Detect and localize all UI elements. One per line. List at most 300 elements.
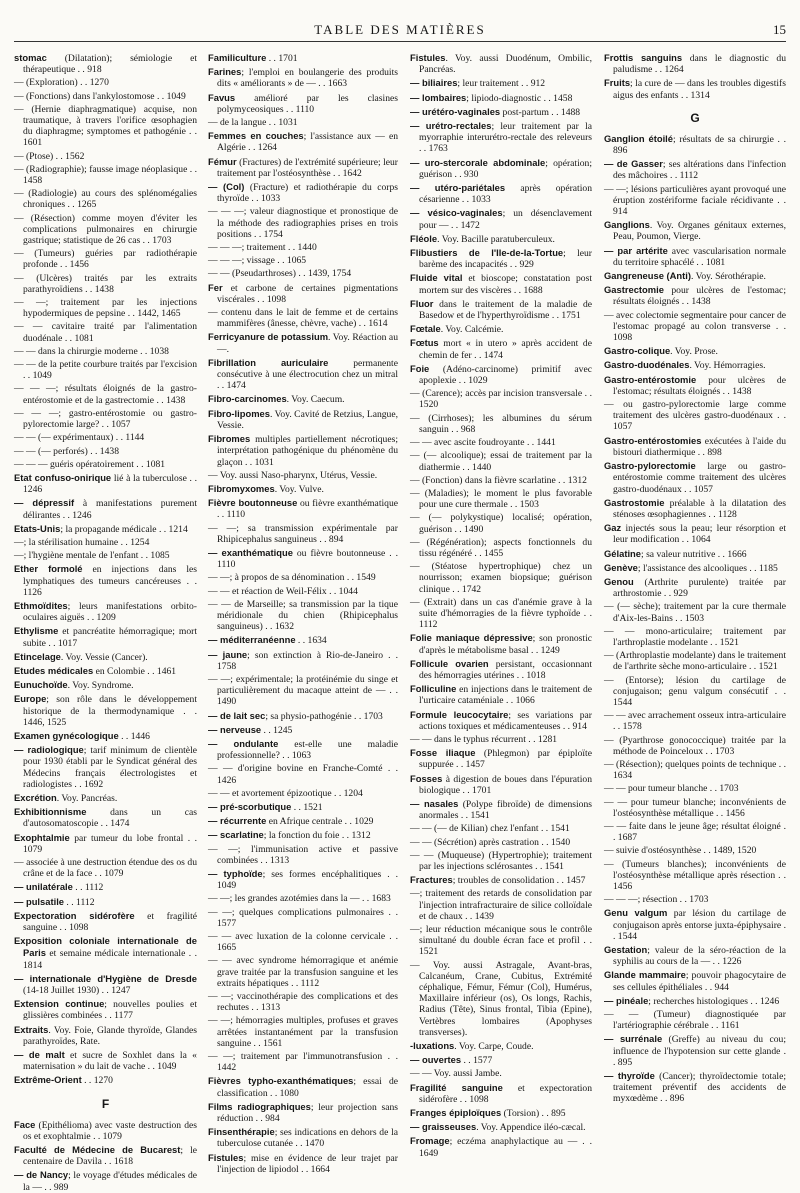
entry-text: — de la langue bbox=[208, 117, 267, 129]
leader-dots: . . bbox=[81, 1075, 94, 1087]
entry-page: 1081 bbox=[705, 256, 726, 268]
entry-page: 1313 bbox=[270, 854, 290, 866]
index-entry bbox=[410, 597, 592, 631]
index-entry bbox=[604, 907, 786, 942]
entry-text: (Greffe) au niveau du cou; influence de l'hypotension sur cette glande bbox=[613, 1034, 786, 1057]
entry-page: 1456 bbox=[69, 259, 89, 271]
index-entry bbox=[410, 1068, 592, 1079]
index-entry bbox=[410, 1082, 592, 1105]
leader-dots: . . bbox=[185, 948, 197, 960]
entry-heading: Faculté de Médecine de Bucarest bbox=[14, 1144, 181, 1156]
leader-dots: . . bbox=[458, 810, 471, 822]
index-entry bbox=[208, 483, 398, 495]
entry-text: — — —; résultats éloignés de la gastro-entérostomie et de la gastrectomie bbox=[14, 383, 197, 406]
index-entry bbox=[208, 130, 398, 153]
index-entry bbox=[208, 801, 398, 813]
entry-page: 895 bbox=[617, 1056, 633, 1068]
entry-text: — — dans le typhus récurrent bbox=[410, 733, 526, 745]
index-entry bbox=[14, 91, 197, 102]
leader-dots: . . bbox=[613, 1045, 787, 1068]
entry-heading: — internationale d'Hygiène de Dresde bbox=[14, 972, 197, 984]
entry-page: 1247 bbox=[111, 985, 131, 997]
entry-page: 1474 bbox=[226, 380, 246, 392]
entry-heading: — pulsatile bbox=[14, 895, 65, 907]
entry-page: 1632 bbox=[274, 621, 295, 633]
entry-text: — — et avortement épizootique bbox=[208, 787, 332, 799]
entry-heading: — nerveuse bbox=[208, 723, 262, 735]
entry-text: . Voy. Appendice iléo-cæcal. bbox=[476, 1122, 586, 1134]
entry-text: multiples partiellement nécrotiques; interprétation pathogénique du phénomène du glaçon bbox=[217, 434, 398, 468]
entry-text: — Voy. aussi Naso-pharynx, Utérus, Vessie. bbox=[208, 469, 378, 481]
entry-page: 1438 bbox=[691, 296, 711, 308]
entry-page: 1246 bbox=[72, 509, 92, 521]
entry-text: ; essai de classification bbox=[217, 1076, 398, 1099]
index-entry bbox=[14, 625, 197, 648]
leader-dots: . . bbox=[448, 219, 461, 231]
leader-dots: . . bbox=[251, 1037, 264, 1049]
entry-page: 1438 bbox=[94, 283, 114, 295]
entry-heading: Gestation bbox=[604, 944, 648, 956]
index-entry bbox=[14, 563, 197, 598]
index-entry bbox=[410, 182, 592, 205]
leader-dots: . . bbox=[99, 985, 112, 997]
entry-text: — —; les grandes azotémies dans la — bbox=[208, 893, 360, 905]
entry-page: 1098 bbox=[69, 922, 89, 934]
index-entry bbox=[410, 823, 592, 834]
entry-text: — (Ulcères) traités par les extraits parathyroïdiens bbox=[14, 272, 197, 295]
index-entry bbox=[604, 158, 786, 181]
entry-heading: Extrême-Orient bbox=[14, 1074, 82, 1086]
index-entry bbox=[410, 323, 592, 335]
entry-text: pour ulcères de l'estomac; résultats éloignés bbox=[613, 285, 786, 308]
entry-page: 1521 bbox=[758, 661, 778, 673]
leader-dots: . . bbox=[661, 588, 674, 600]
leader-dots: . . bbox=[57, 259, 70, 271]
entry-heading: Fibromes bbox=[208, 433, 251, 445]
entry-heading: Expectoration sidérofère bbox=[14, 909, 135, 921]
index-entry bbox=[410, 734, 592, 745]
entry-text: large ou gastro-entérostomie comme traitement des ulcères gastro-duodénaux bbox=[613, 461, 786, 495]
entry-page: 1110 bbox=[226, 509, 246, 521]
entry-text: (Dilatation); sémiologie et thérapeutique bbox=[23, 53, 197, 76]
entry-page: 1489, 1520 bbox=[713, 845, 757, 857]
entry-page: 1112 bbox=[300, 977, 320, 989]
entry-page: 1098 bbox=[613, 332, 633, 344]
index-entry bbox=[208, 1101, 398, 1124]
leader-dots: . . bbox=[266, 117, 279, 129]
entry-page: 1541 bbox=[470, 810, 490, 822]
entry-text: — — — guéris opératoirement bbox=[14, 458, 134, 470]
entry-page: 1442 bbox=[217, 1062, 237, 1074]
entry-page: 1312 bbox=[351, 830, 371, 842]
index-entry bbox=[604, 675, 786, 709]
entry-heading: — surrénale bbox=[604, 1033, 663, 1045]
index-entry bbox=[208, 282, 398, 305]
leader-dots: . . bbox=[295, 635, 308, 647]
index-entry bbox=[14, 188, 197, 210]
entry-text: ; troubles de consolidation bbox=[452, 875, 555, 887]
entry-text: — associée à une destruction étendue des os du crâne et de la face bbox=[14, 857, 197, 880]
leader-dots: . . bbox=[339, 830, 352, 842]
index-entry bbox=[604, 783, 786, 794]
index-entry bbox=[604, 1070, 786, 1105]
leader-dots: . . bbox=[298, 1163, 311, 1175]
entry-text: en Colombie bbox=[93, 665, 145, 677]
index-entry bbox=[14, 446, 197, 457]
entry-text: — contenu dans le lait de femme et de certains mammifères (ânesse, chèvre, vache) bbox=[208, 307, 398, 330]
index-entry bbox=[14, 321, 197, 343]
leader-dots: . . bbox=[452, 523, 465, 535]
entry-heading: Fruits bbox=[604, 77, 631, 89]
leader-dots: . . bbox=[185, 126, 197, 138]
entry-page: 1446 bbox=[130, 730, 150, 742]
entry-text: ; mise en évidence de leur trajet par l'injection de lipiodol bbox=[217, 1152, 398, 1175]
leader-dots: . . bbox=[140, 235, 153, 247]
entry-page: 895 bbox=[551, 1108, 566, 1120]
entry-text: ; leur traitement bbox=[457, 78, 519, 90]
entry-page: 1264 bbox=[664, 64, 684, 76]
leader-dots: . . bbox=[677, 894, 690, 906]
index-entry bbox=[208, 634, 398, 646]
entry-heading: Gaz bbox=[604, 522, 622, 534]
entry-text: (Cancer); thyroïdectomie totale; traitement préventif des accidents de myxœdème bbox=[613, 1071, 786, 1105]
leader-dots: . . bbox=[133, 458, 146, 470]
index-entry bbox=[208, 991, 398, 1013]
entry-page: 1246 bbox=[759, 995, 780, 1007]
entry-heading: — récurrente bbox=[208, 815, 267, 827]
entry-page: 1541 bbox=[544, 861, 564, 872]
entry-list bbox=[604, 133, 786, 1105]
entry-text: ; l'assistance des alcooliques bbox=[637, 562, 747, 574]
leader-dots: . . bbox=[678, 89, 691, 101]
leader-dots: . . bbox=[254, 293, 267, 305]
leader-dots: . . bbox=[715, 548, 728, 560]
entry-text: — (Entorse); lésion du cartilage de conjugaison; genu valgum consécutif bbox=[604, 674, 786, 697]
entry-page: 1254 bbox=[130, 536, 150, 548]
index-entry bbox=[14, 857, 197, 879]
index-entry bbox=[14, 248, 197, 270]
entry-page: 1438 bbox=[732, 385, 752, 397]
entry-page: 1688 bbox=[523, 284, 543, 296]
index-entry bbox=[410, 850, 592, 872]
entry-text: ; leur projection sans réduction bbox=[217, 1101, 398, 1125]
entry-heading: Ganglions bbox=[604, 219, 650, 231]
leader-dots: . . bbox=[383, 649, 398, 661]
index-entry bbox=[604, 626, 786, 648]
index-entry bbox=[14, 383, 197, 405]
index-entry bbox=[208, 357, 398, 392]
index-entry bbox=[14, 273, 197, 295]
leader-dots: . . bbox=[503, 695, 516, 707]
index-entry bbox=[410, 537, 592, 559]
entry-text: ; la cure de — dans les troubles digestifs aigus des enfants bbox=[613, 78, 786, 101]
leader-dots: . . bbox=[331, 787, 344, 799]
entry-heading: Exposition coloniale internationale de Paris bbox=[14, 935, 197, 959]
entry-text: — — (Muqueuse) (Hypertrophie); traitement par les injections sclérosantes bbox=[410, 849, 592, 872]
entry-page: 1214 bbox=[168, 523, 188, 535]
entry-heading: — graisseuses bbox=[410, 1121, 477, 1133]
entry-text: (Fracture) et radiothérapie du corps thyroïde bbox=[217, 182, 399, 205]
entry-page: 1049 bbox=[217, 880, 237, 892]
entry-text: ; ses formes encéphalitiques bbox=[262, 869, 382, 880]
entry-text: exécutées à l'aide du bistouri diathermique bbox=[613, 435, 786, 458]
index-entry bbox=[208, 763, 398, 785]
index-entry bbox=[410, 120, 592, 155]
index-entry bbox=[604, 310, 786, 344]
entry-page: 1601 bbox=[23, 137, 43, 149]
index-entry bbox=[410, 658, 592, 681]
entry-page: 914 bbox=[572, 720, 587, 732]
entry-page: 1038 bbox=[149, 345, 169, 357]
index-entry bbox=[14, 792, 197, 804]
leader-dots: . . bbox=[118, 730, 131, 742]
entry-text: — (Carence); accès par incision transversale bbox=[410, 388, 583, 400]
leader-dots: . . bbox=[118, 536, 131, 548]
entry-text: ; valeur de la séro-réaction de la syphilis au cours de la — bbox=[613, 945, 786, 968]
leader-dots: . . bbox=[693, 256, 706, 268]
leader-dots: . . bbox=[23, 370, 33, 382]
entry-page: 1438 bbox=[99, 445, 119, 457]
entry-heading: Films radiographiques bbox=[208, 1100, 311, 1112]
entry-page: 1455 bbox=[484, 547, 504, 559]
entry-page: 1521 bbox=[719, 636, 739, 648]
entry-heading: — scarlatine bbox=[208, 829, 264, 841]
entry-page: 1751 bbox=[561, 310, 581, 322]
entry-page: 894 bbox=[328, 533, 344, 545]
leader-dots: . . bbox=[528, 644, 541, 656]
leader-dots: . . bbox=[461, 1055, 474, 1067]
index-entry bbox=[604, 522, 786, 545]
leader-dots: . . bbox=[57, 922, 70, 934]
leader-dots: . . bbox=[549, 310, 562, 322]
leader-dots: . . bbox=[154, 394, 167, 406]
entry-heading: Formule leucocytaire bbox=[410, 708, 509, 720]
entry-page: 1085 bbox=[150, 550, 170, 562]
entry-heading: — vésico-vaginales bbox=[410, 207, 503, 219]
entry-text: ; son pronostic d'après le métabolisme basal bbox=[419, 633, 592, 656]
entry-page: 1440 bbox=[297, 242, 317, 254]
entry-heading: Examen gynécologique bbox=[14, 729, 119, 741]
index-entry bbox=[14, 973, 197, 996]
entry-text: en Afrique centrale bbox=[266, 816, 343, 828]
leader-dots: . . bbox=[242, 456, 255, 468]
entry-heading: — ouvertes bbox=[410, 1054, 462, 1066]
entry-text: ; un désenclavement pour — bbox=[419, 208, 592, 231]
entry-page: 1446, 1525 bbox=[23, 716, 67, 728]
entry-page: 1665 bbox=[217, 942, 237, 954]
entry-page: 1456 bbox=[613, 881, 633, 892]
entry-text: ; la fonction du foie bbox=[263, 830, 340, 842]
index-entry bbox=[410, 475, 592, 486]
entry-heading: Gélatine bbox=[604, 547, 641, 559]
entry-heading: — unilatérale bbox=[14, 881, 73, 893]
entry-text: — —; expérimentale; la protéinémie du singe et particulièrement du macaque atteint de — bbox=[208, 673, 398, 697]
leader-dots: . . bbox=[472, 547, 485, 559]
index-entry bbox=[410, 413, 592, 435]
index-entry bbox=[410, 837, 592, 848]
entry-text: — (Pyarthrose gonococcique) traitée par la méthode de Poinceloux bbox=[604, 734, 786, 757]
entry-page: 989 bbox=[53, 1181, 69, 1193]
leader-dots: . . bbox=[344, 572, 357, 584]
leader-dots: . . bbox=[145, 1061, 158, 1073]
index-entry bbox=[604, 77, 786, 100]
entry-text: par lésion du cartilage de conjugaison après entorse juxta-épiphysaire bbox=[613, 908, 787, 931]
leader-dots: . . bbox=[385, 931, 399, 943]
entry-heading: Fistules bbox=[208, 1151, 244, 1163]
entry-page: 1044 bbox=[338, 585, 358, 597]
index-entry bbox=[14, 459, 197, 470]
entry-text: dans un cas d'autosomatoscopie bbox=[23, 807, 197, 830]
entry-text: — (Radiographie); fausse image néoplasique bbox=[14, 163, 188, 175]
entry-text: et expectoration sidérofère bbox=[419, 1082, 592, 1105]
entry-text: (Polype fibroïde) de dimensions anormales bbox=[419, 798, 592, 822]
entry-text: ; le centenaire de Davila bbox=[23, 1145, 198, 1168]
entry-page: 1521 bbox=[419, 946, 439, 958]
index-entry bbox=[14, 472, 197, 495]
entry-page: 1544 bbox=[613, 696, 633, 708]
entry-text: — — mono-articulaire; traitement par l'arthroplastie modelante bbox=[604, 625, 786, 648]
entry-text: — (Hernie diaphragmatique) acquise, non traumatique, à travers l'orifice œsophagien du diaphragme; symptomes et pathogénie bbox=[14, 103, 197, 138]
index-entry bbox=[410, 632, 592, 655]
entry-heading: Fémur bbox=[208, 155, 237, 167]
leader-dots: . . bbox=[292, 1138, 305, 1150]
index-entry bbox=[604, 969, 786, 992]
entry-text: . Voy. Calcémie. bbox=[440, 324, 504, 336]
entry-page: 1144 bbox=[125, 432, 145, 444]
entry-heading: — thyroïde bbox=[604, 1070, 655, 1082]
index-entry bbox=[410, 233, 592, 245]
entry-page: 1033 bbox=[260, 193, 281, 205]
entry-heading: — urétéro-vaginales bbox=[410, 105, 501, 117]
entry-text: . Voy. Syndrome. bbox=[67, 680, 134, 692]
entry-heading: — (Col) bbox=[208, 181, 245, 193]
index-entry bbox=[14, 600, 197, 623]
index-entry bbox=[208, 893, 398, 904]
entry-text: et semaine médicale internationale bbox=[45, 948, 186, 960]
index-entry bbox=[604, 710, 786, 732]
column-4 bbox=[604, 52, 787, 1105]
entry-text: — (— polykystique) localisé; opération, guérison bbox=[410, 512, 592, 535]
entry-text: — (Tumeurs) guéries par radiothérapie profonde bbox=[14, 248, 197, 271]
entry-heading: Frottis sanguins bbox=[604, 52, 683, 63]
index-entry bbox=[604, 759, 786, 781]
entry-text: . Voy. Sérothérapie. bbox=[691, 271, 766, 283]
index-entry bbox=[208, 788, 398, 799]
index-entry bbox=[410, 512, 592, 534]
leader-dots: . . bbox=[776, 758, 786, 770]
entry-text: — — pour tumeur blanche bbox=[604, 783, 708, 795]
index-entry bbox=[208, 599, 398, 633]
index-entry bbox=[410, 450, 592, 472]
index-entry bbox=[208, 815, 398, 827]
leader-dots: . . bbox=[274, 255, 287, 267]
entry-heading: — nasales bbox=[410, 797, 459, 809]
index-entry bbox=[604, 797, 786, 819]
entry-page: 1313 bbox=[260, 1002, 281, 1014]
entry-text: . Voy. Vessie (Cancer). bbox=[60, 651, 148, 663]
entry-page: 914 bbox=[613, 206, 628, 218]
leader-dots: . . bbox=[356, 318, 369, 330]
entry-heading: — de lait sec bbox=[208, 709, 266, 721]
index-entry bbox=[410, 1121, 592, 1133]
index-entry bbox=[14, 1119, 197, 1142]
leader-dots: . . bbox=[613, 919, 786, 942]
leader-dots: . . bbox=[251, 228, 264, 240]
entry-text: — (Arthroplastie modelante) dans le traitement de l'arthrite sèche mono-articulaire bbox=[604, 650, 786, 673]
index-entry bbox=[208, 674, 398, 708]
entry-page: 984 bbox=[265, 1113, 280, 1125]
leader-dots: . . bbox=[514, 669, 527, 681]
leader-dots: . . bbox=[326, 585, 339, 597]
leader-dots: . . bbox=[532, 861, 545, 872]
leader-dots: . . bbox=[92, 868, 105, 880]
entry-heading: Fer bbox=[208, 281, 223, 293]
entry-page: 1080 bbox=[279, 1087, 299, 1099]
entry-heading: — exanthématique bbox=[208, 546, 293, 558]
entry-heading: Ether formolé bbox=[14, 563, 83, 575]
entry-text: ; leurs manifestations orbito-oculaires aiguës bbox=[23, 600, 197, 624]
index-entry bbox=[208, 206, 398, 240]
index-entry bbox=[410, 1054, 592, 1066]
leader-dots: . . bbox=[137, 345, 150, 357]
leader-dots: . . bbox=[613, 820, 787, 844]
entry-text: mort « in utero » après accident de chemin de fer bbox=[419, 338, 592, 361]
entry-page: 1703 bbox=[719, 783, 739, 795]
entry-heading: Face bbox=[14, 1118, 36, 1130]
index-entry bbox=[410, 298, 592, 321]
entry-page: 1521 bbox=[303, 801, 323, 813]
entry-heading: Gastro-pylorectomie bbox=[604, 460, 696, 472]
entry-heading: Fibro-carcinomes bbox=[208, 393, 287, 405]
leader-dots: . . bbox=[710, 956, 723, 968]
index-entry bbox=[208, 408, 398, 431]
entry-heading: Favus bbox=[208, 91, 236, 103]
index-entry bbox=[208, 1126, 398, 1149]
index-entry bbox=[208, 255, 398, 266]
index-entry bbox=[410, 561, 592, 595]
entry-heading: Fœtus bbox=[410, 337, 439, 349]
entry-page: 1245 bbox=[273, 724, 293, 736]
entry-text: ; opération; guérison bbox=[419, 157, 592, 180]
leader-dots: . . bbox=[511, 284, 524, 296]
leader-dots: . . bbox=[138, 550, 151, 562]
entry-text: (Arthrite purulente) traitée par arthrostomie bbox=[613, 576, 786, 600]
index-entry bbox=[208, 181, 398, 204]
leader-dots: . . bbox=[419, 143, 429, 155]
entry-page: 1264 bbox=[257, 142, 277, 154]
leader-dots: . . bbox=[452, 168, 465, 180]
entry-text: pour ulcères de l'estomac; résultats éloignés bbox=[613, 374, 786, 397]
entry-text: — (Maladies); le moment le plus favorable pour une cure thermale bbox=[410, 487, 592, 511]
index-entry bbox=[208, 586, 398, 597]
entry-text: — — de la petite courbure traités par l'excision bbox=[14, 359, 197, 371]
leader-dots: . . bbox=[90, 1130, 103, 1142]
index-entry bbox=[14, 832, 197, 855]
entry-text: — — —; valeur diagnostique et pronostique de la méthode des radiographies prises en trois positions bbox=[208, 206, 398, 240]
entry-page: 1426 bbox=[217, 774, 237, 786]
entry-heading: Etudes médicales bbox=[14, 664, 94, 676]
entry-text: — (Ptose) bbox=[14, 150, 54, 162]
entry-page: 1634 bbox=[307, 635, 327, 647]
index-entry bbox=[208, 649, 398, 672]
index-entry bbox=[604, 562, 786, 574]
index-entry bbox=[604, 859, 786, 893]
entry-heading: Folie maniaque dépressive bbox=[410, 632, 533, 644]
entry-text: — (Régénération); aspects fonctionnels du tissu régénéré bbox=[410, 536, 592, 559]
index-entry bbox=[410, 798, 592, 821]
entry-heading: Fibrillation auriculaire bbox=[208, 356, 329, 368]
index-entry bbox=[208, 66, 398, 89]
